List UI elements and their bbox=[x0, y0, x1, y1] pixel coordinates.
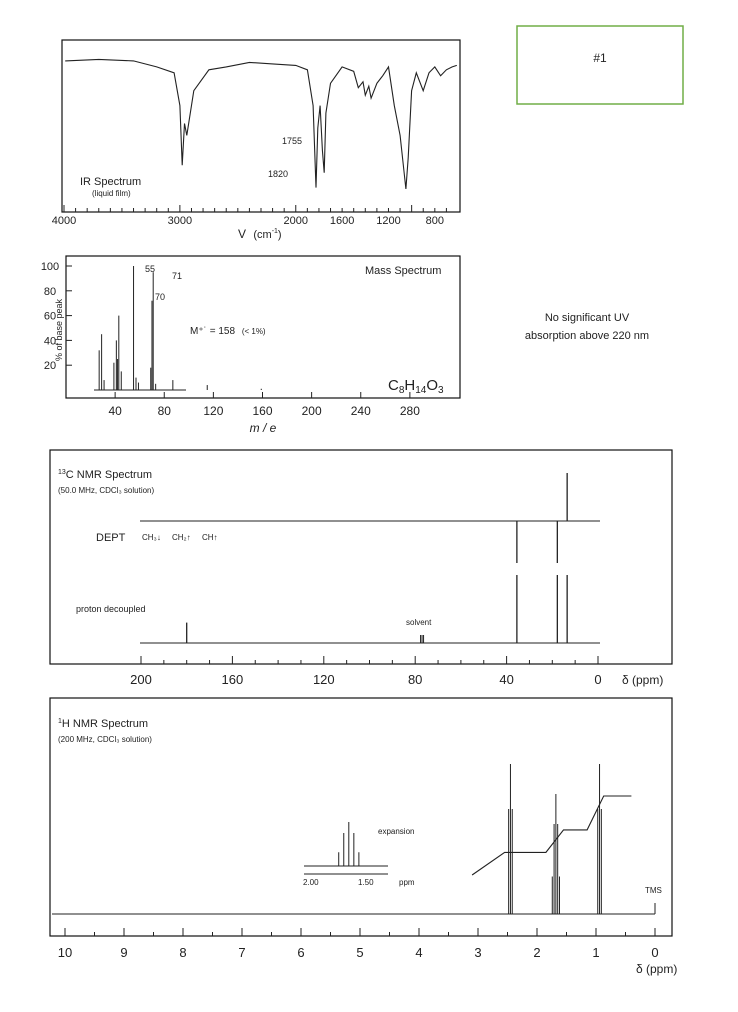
c13-tick-label: 160 bbox=[221, 672, 244, 687]
solvent-label: solvent bbox=[406, 618, 432, 627]
c13-title-mass: 13 bbox=[58, 469, 66, 476]
ir-subtitle: (liquid film) bbox=[92, 189, 131, 198]
dept-legend-ch2: CH₂↑ bbox=[172, 533, 191, 542]
ir-trace bbox=[65, 59, 457, 189]
ir-peak-label-1820: 1820 bbox=[268, 169, 289, 179]
c13-tick-label: 120 bbox=[312, 672, 335, 687]
h1-integration-curve bbox=[472, 796, 631, 875]
h1-tick-label: 8 bbox=[179, 945, 187, 960]
c13-tick-label: 200 bbox=[130, 672, 152, 687]
mass-y-axis-label: % of base peak bbox=[54, 298, 64, 362]
mass-x-tick-label: 120 bbox=[203, 404, 224, 418]
expansion-label: expansion bbox=[378, 827, 415, 836]
mass-x-axis-label: m / e bbox=[249, 421, 277, 435]
c13-tick-label: 0 bbox=[594, 672, 602, 687]
mass-molecular-ion bbox=[190, 326, 266, 337]
uv-note-line1: No significant UV bbox=[544, 312, 630, 324]
h1-axis-label: δ (ppm) bbox=[636, 962, 678, 976]
mass-y-tick-label: 40 bbox=[43, 335, 57, 348]
mass-y-tick-label: 100 bbox=[40, 261, 60, 273]
ir-tick-label: 4000 bbox=[51, 215, 77, 227]
ir-axis-label bbox=[238, 227, 282, 241]
dept-label: DEPT bbox=[96, 532, 126, 544]
ir-title: IR Spectrum bbox=[80, 176, 142, 188]
h1-tick-label: 3 bbox=[474, 945, 482, 960]
ir-axis-unit-exp: -1 bbox=[271, 228, 278, 235]
c13-axis-label: δ (ppm) bbox=[622, 673, 664, 687]
ir-axis-unit: (cm bbox=[253, 229, 272, 241]
expansion-tick-1-5: 1.50 bbox=[358, 878, 374, 887]
dept-peaks bbox=[517, 473, 567, 563]
formula-c: C bbox=[388, 377, 399, 394]
h1-tick-label: 6 bbox=[297, 945, 305, 960]
h1-peaks bbox=[509, 764, 602, 914]
h1-tick-label: 4 bbox=[415, 945, 423, 960]
mass-x-tick-label: 40 bbox=[108, 404, 122, 418]
c13-title-text: C NMR Spectrum bbox=[65, 469, 152, 481]
proton-decoupled-label: proton decoupled bbox=[76, 604, 146, 614]
mass-peak-label-71: 71 bbox=[172, 271, 183, 281]
dept-legend-ch: CH↑ bbox=[202, 533, 218, 542]
mass-y-tick-label: 80 bbox=[43, 285, 57, 298]
h1-tick-label: 7 bbox=[238, 945, 246, 960]
ir-tick-label: 3000 bbox=[167, 215, 193, 227]
mass-x-tick-label: 200 bbox=[301, 404, 322, 418]
h1-expansion-inset bbox=[303, 822, 415, 887]
problem-number: #1 bbox=[593, 51, 607, 65]
h1-tick-label: 0 bbox=[651, 945, 659, 960]
mass-y-tick-label: 20 bbox=[43, 360, 57, 373]
h1-subtitle: (200 MHz, CDCl₃ solution) bbox=[58, 735, 152, 744]
h1-title-mass: 1 bbox=[58, 718, 62, 725]
h1-ticks bbox=[58, 928, 659, 960]
mass-x-tick-label: 80 bbox=[157, 404, 171, 418]
ir-peak-label-1755: 1755 bbox=[282, 136, 303, 146]
c13-ticks bbox=[130, 656, 601, 687]
mass-peak-label-55: 55 bbox=[145, 264, 156, 274]
ir-tick-label: 2000 bbox=[283, 215, 309, 227]
h1-frame bbox=[50, 698, 672, 936]
c13-tick-label: 40 bbox=[499, 672, 514, 687]
expansion-tick-2: 2.00 bbox=[303, 878, 319, 887]
mass-x-tick-label: 280 bbox=[399, 404, 420, 418]
mass-ticks bbox=[41, 261, 420, 418]
h1-tick-label: 1 bbox=[592, 945, 600, 960]
mass-peak-label-70: 70 bbox=[155, 292, 166, 302]
uv-note-line2: absorption above 220 nm bbox=[524, 330, 650, 342]
problem-box-frame bbox=[517, 26, 683, 104]
c13-title bbox=[58, 469, 152, 481]
c13-peaks bbox=[187, 575, 567, 643]
mass-title: Mass Spectrum bbox=[365, 265, 442, 277]
expansion-unit: ppm bbox=[399, 878, 415, 887]
c13-tick-label: 80 bbox=[407, 672, 423, 687]
ir-axis-unit-close: ) bbox=[277, 229, 282, 241]
ir-ticks bbox=[52, 205, 447, 227]
tms-label: TMS bbox=[645, 886, 662, 895]
ir-tick-label: 800 bbox=[425, 215, 445, 227]
h1-tick-label: 9 bbox=[120, 945, 128, 960]
mass-molecular-ion-note: (< 1%) bbox=[241, 327, 266, 336]
h1-tick-label: 2 bbox=[533, 945, 541, 960]
h1-tick-label: 5 bbox=[356, 945, 364, 960]
c13-nmr-spectrum bbox=[50, 450, 672, 687]
c13-subtitle: (50.0 MHz, CDCl₃ solution) bbox=[58, 486, 155, 495]
problem-number-box bbox=[517, 26, 683, 104]
formula-c-sub: 8 bbox=[398, 385, 405, 396]
formula-h-sub: 14 bbox=[415, 385, 427, 396]
h1-title-text: H NMR Spectrum bbox=[61, 718, 149, 730]
ir-tick-label: 1200 bbox=[376, 215, 401, 227]
h1-title bbox=[58, 718, 148, 730]
h1-nmr-spectrum bbox=[50, 698, 677, 976]
mass-x-tick-label: 240 bbox=[350, 404, 371, 418]
expansion-peaks bbox=[339, 822, 359, 866]
ir-tick-label: 1600 bbox=[329, 215, 355, 227]
molecular-formula bbox=[388, 377, 444, 396]
mass-y-tick-label: 60 bbox=[43, 310, 57, 323]
ir-axis-symbol: V bbox=[238, 227, 247, 241]
ir-spectrum bbox=[52, 40, 460, 241]
mass-x-tick-label: 160 bbox=[252, 404, 273, 418]
formula-o: O bbox=[426, 377, 439, 394]
mass-molecular-ion-label: M⁺˙ = 158 bbox=[190, 326, 236, 337]
formula-h: H bbox=[404, 377, 416, 394]
h1-tick-label: 10 bbox=[57, 945, 73, 960]
formula-o-sub: 3 bbox=[438, 385, 444, 396]
dept-legend-ch3: CH₃↓ bbox=[142, 533, 161, 542]
mass-spectrum bbox=[41, 256, 460, 435]
c13-frame bbox=[50, 450, 672, 664]
